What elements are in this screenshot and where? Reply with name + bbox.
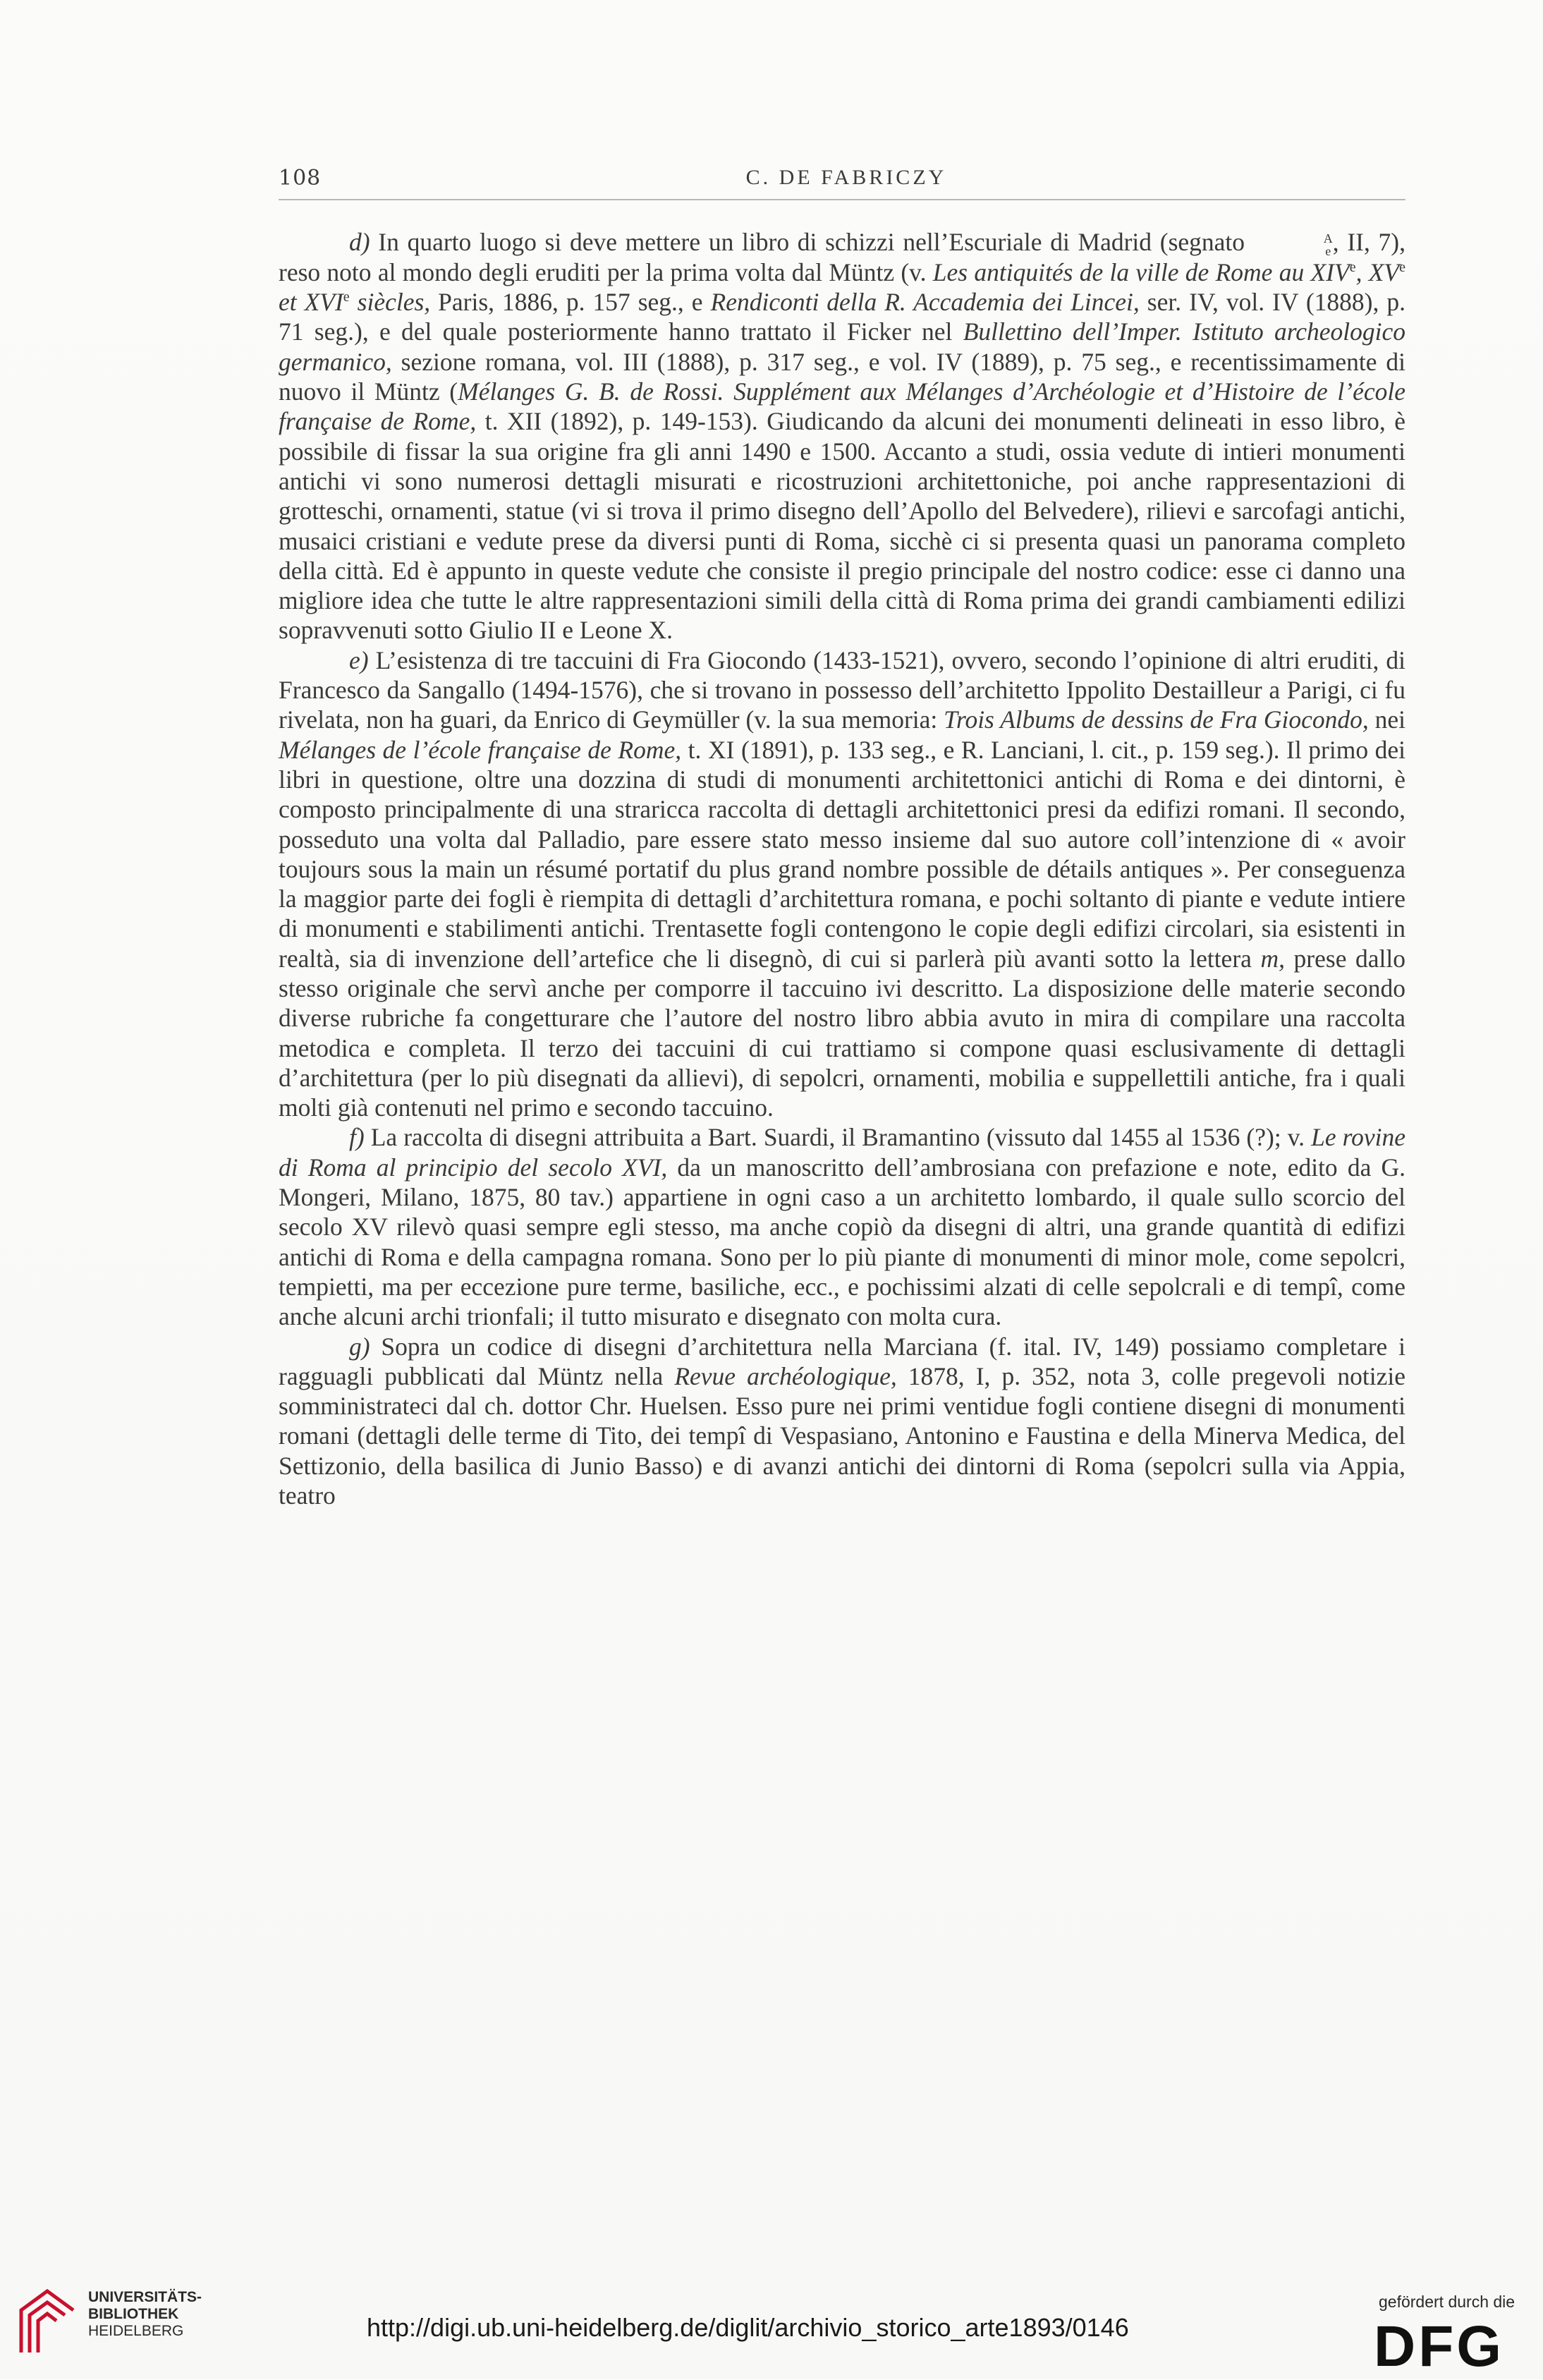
shelfmark-fraction	[1253, 232, 1333, 257]
text-run: t. XI (1891), p. 133 seg., e R. Lanciani, l. cit., p. 159 seg.). Il primo dei libri in questione, oltre una dozzina di studi di monumenti architettonici antichi di Roma e dei dintorni, è composto principalmente di una straricca raccolta di dettagli architettonici presi da edifizi romani. Il secondo, posseduto una volta dal Palladio, pare essere stato messo insieme dal suo autore coll’intenzione di « avoir toujours sous la main un résumé portatif du plus grand nombre possible de détails antiques ». Per conseguenza la maggior parte dei fogli è riempita di dettagli d’architettura romana, e pochi soltanto di piante e vedute intiere di monumenti e stabilimenti antichi. Trentasette fogli contengono le copie degli edifizi circolari, sia esistenti in realtà, sia di invenzione dell’artefice che li disegnò, di cui si parlerà più avanti sotto la lettera	[279, 735, 1405, 973]
running-head: C. DE FABRICZY	[745, 166, 947, 189]
citation-title: , XV	[1355, 257, 1400, 286]
library-name	[88, 2289, 202, 2340]
library-logo-icon	[16, 2285, 79, 2356]
label-g: g)	[349, 1332, 370, 1361]
page-header	[279, 159, 1414, 201]
text-run: In quarto luogo si deve mettere un libro di schizzi nell’Escuriale di Madrid (segnato	[378, 228, 1253, 256]
label-f: f)	[349, 1123, 365, 1152]
text-run: ser. IV, vol. IV (1888), p. 71 seg.), e del quale posteriormente hanno trattato il Ficker nel	[279, 288, 1405, 346]
label-d: d)	[349, 228, 370, 256]
funding-caption: gefördert durch die	[1379, 2293, 1515, 2311]
text-run: t. XII (1892), p. 149-153). Giudicando da alcuni dei monumenti delineati in esso libro, è possibile di fissar la sua origine fra gli anni 1490 e 1500. Accanto a studi, ossia vedute di intieri monumenti antichi vi sono numerosi dettagli misurati e ricostruzioni architettoniche, poi anche rappresentazioni di grotteschi, ornamenti, statue (vi si trova il primo disegno dell’Apollo del Belvedere), rilievi e sarcofagi antichi, musaici cristiani e vedute prese da diversi punti di Roma, sicchè ci si presenta quasi un panorama completo della città. Ed è appunto in queste vedute che consiste il pregio principale del nostro codice: esse ci danno una migliore idea che tutte le altre rappresentazioni simili della città di Roma prima dei grandi cambiamenti edilizi sopravvenuti sotto Giulio II e Leone X.	[279, 407, 1405, 645]
footer-bar	[0, 2254, 1543, 2379]
citation-title: Les antiquités de la ville de Rome au XIV	[932, 257, 1350, 286]
citation-title: Le rovine di Roma al principio del secolo XVI,	[279, 1123, 1406, 1182]
fraction-top: A	[1323, 231, 1333, 245]
superscript: e	[1399, 260, 1405, 276]
paragraph-e	[279, 645, 1405, 1123]
library-name-line: UNIVERSITÄTS-	[88, 2289, 202, 2305]
body-text	[279, 227, 1405, 1510]
text-run: sezione romana, vol. III (1888), p. 317 seg., e vol. IV (1889), p. 75 seg., e recentissimamente di nuovo il Müntz (	[279, 347, 1405, 406]
library-name-line: HEIDELBERG	[88, 2323, 184, 2339]
page-number: 108	[279, 166, 322, 190]
citation-title: siècles,	[349, 288, 431, 317]
citation-title: m,	[1260, 944, 1285, 973]
text-run: Paris, 1886, p. 157 seg., e	[430, 288, 711, 317]
citation-title: Revue archéologique,	[674, 1361, 897, 1390]
citation-title: Mélanges G. B. de Rossi. Supplément aux Mélanges d’Archéologie et d’Histoire de l’école française de Rome,	[279, 377, 1406, 436]
text-run: nei	[1368, 705, 1406, 734]
text-run: 1878, I, p. 352, nota 3, colle pregevoli notizie somministrateci dal ch. dottor Chr. Huelsen. Esso pure nei primi ventidue fogli contiene disegni di monumenti romani (dettagli delle terme di Tito, dei tempî di Vespasiano, Antonino e Faustina e della Minerva Medica, del Settizonio, della basilica di Junio Basso) e di avanzi antichi dei dintorni di Roma (sepolcri sulla via Appia, teatro	[279, 1361, 1405, 1510]
superscript: e	[343, 289, 350, 305]
citation-title: Bullettino dell’Imper. Istituto archeologico germanico,	[279, 317, 1405, 376]
superscript: e	[1349, 260, 1356, 276]
text-run: , II, 7), reso noto al mondo degli eruditi per la prima volta dal Müntz (v.	[279, 228, 1405, 286]
text-run: La raccolta di disegni attribuita a Bart. Suardi, il Bramantino (vissuto dal 1455 al 1536 (?); v.	[364, 1123, 1312, 1152]
text-run: da un manoscritto dell’ambrosiana con prefazione e note, edito da G. Mongeri, Milano, 1875, 80 tav.) appartiene in ogni caso a un architetto lombardo, il quale sullo scorcio del secolo XV rilevò quasi sempre egli stesso, ma anche copiò da disegni di altri, una grande quantità di edifizi antichi di Roma e della campagna romana. Sono per lo più piante di monumenti di minor mole, come sepolcri, tempietti, ma per eccezione pure terme, basiliche, ecc., e pochissimi alzati di celle sepolcrali e di tempî, come anche alcuni archi trionfali; il tutto misurato e disegnato con molta cura.	[279, 1153, 1405, 1331]
source-url-link[interactable]: http://digi.ub.uni-heidelberg.de/diglit/archivio_storico_arte1893/0146	[367, 2313, 1129, 2342]
label-e: e)	[349, 645, 369, 674]
citation-title: Rendiconti della R. Accademia dei Lincei,	[710, 288, 1140, 317]
fraction-bottom: e	[1325, 243, 1331, 258]
citation-title: et XVI	[279, 288, 343, 317]
library-name-line: BIBLIOTHEK	[88, 2306, 179, 2322]
text-run: prese dallo stesso originale che servì anche per comporre il taccuino ivi descritto. La disposizione delle materie secondo diverse rubriche fa congetturare che l’autore del nostro libro abbia avuto in mira di compilare una raccolta metodica e completa. Il terzo dei taccuini di cui trattiamo si compone quasi esclusivamente di dettagli d’architettura (per lo più disegnati da allievi), di sepolcri, ornamenti, mobilia e suppellettili antiche, fra i quali molti già contenuti nel primo e secondo taccuino.	[279, 944, 1405, 1122]
citation-title: Trois Albums de dessins de Fra Giocondo,	[944, 705, 1369, 734]
paragraph-d	[279, 227, 1405, 645]
paragraph-f	[279, 1122, 1405, 1331]
paragraph-g	[279, 1332, 1405, 1511]
citation-title: Mélanges de l’école française de Rome,	[279, 735, 682, 764]
dfg-logo: DFG	[1374, 2314, 1505, 2379]
text-run: Sopra un codice di disegni d’architettura nella Marciana (f. ital. IV, 149) possiamo completare i ragguagli pubblicati dal Müntz nella	[279, 1332, 1405, 1390]
text-run: L’esistenza di tre taccuini di Fra Giocondo (1433-1521), ovvero, secondo l’opinione di altri eruditi, di Francesco da Sangallo (1494-1576), che si trovano in possesso dell’architetto Ippolito Destailleur a Parigi, ci fu rivelata, non ha guari, da Enrico di Geymüller (v. la sua memoria:	[279, 645, 1405, 734]
header-rule	[279, 199, 1405, 200]
